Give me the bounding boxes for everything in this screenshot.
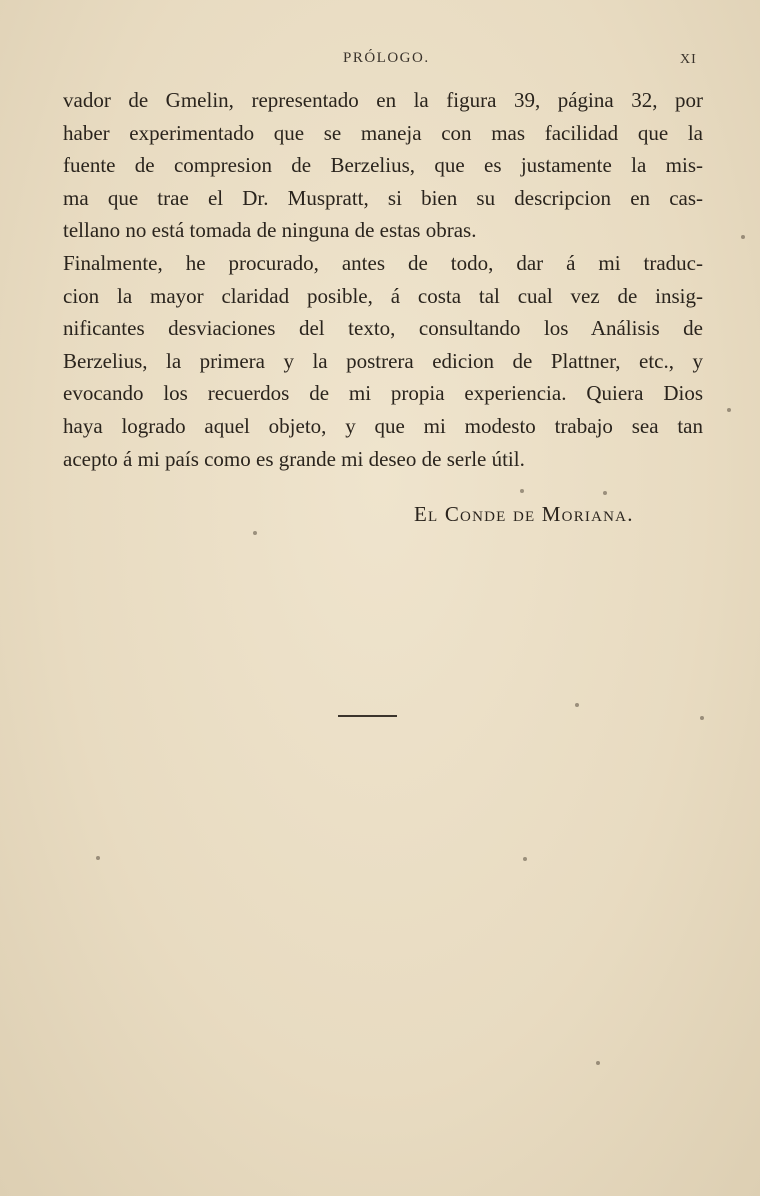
paper-speck [520, 489, 524, 493]
prologue-text [63, 84, 703, 475]
paper-speck [741, 235, 745, 239]
running-head: PRÓLOGO. [343, 50, 430, 66]
text-line: acepto á mi país como es grande mi deseo de serle útil. [63, 446, 525, 471]
paper-speck [596, 1061, 600, 1065]
text-line: evocando los recuerdos de mi propia experiencia. Quiera Dios [63, 381, 703, 406]
text-line: vador de Gmelin, representado en la figura 39, página 32, por [63, 88, 703, 112]
text-line: Berzelius, la primera y la postrera edicion de Plattner, etc., y [63, 348, 703, 373]
paper-speck [96, 856, 100, 860]
closing-rule [338, 715, 397, 717]
text-line: nificantes desviaciones del texto, consultando los Análisis de [63, 316, 703, 341]
text-line: haber experimentado que se maneja con mas facilidad que la [63, 120, 703, 145]
paper-speck [575, 703, 579, 707]
text-line: tellano no está tomada de ninguna de estas obras. [63, 218, 477, 243]
paper-speck [727, 408, 731, 412]
paper-speck [700, 716, 704, 720]
text-line: haya logrado aquel objeto, y que mi modesto trabajo sea tan [63, 413, 703, 438]
page-header [0, 50, 760, 74]
text-line: Finalmente, he procurado, antes de todo, dar á mi traduc- [63, 250, 703, 275]
text-line: cion la mayor claridad posible, á costa tal cual vez de insig- [63, 283, 703, 308]
paper-speck [603, 491, 607, 495]
text-line: fuente de compresion de Berzelius, que es justamente la mis- [63, 153, 703, 178]
page-number: XI [680, 52, 697, 67]
author-signature: El Conde de Moriana. [414, 502, 634, 526]
paper-speck [523, 857, 527, 861]
paper-speck [253, 531, 257, 535]
text-line: ma que trae el Dr. Muspratt, si bien su descripcion en cas- [63, 185, 703, 210]
